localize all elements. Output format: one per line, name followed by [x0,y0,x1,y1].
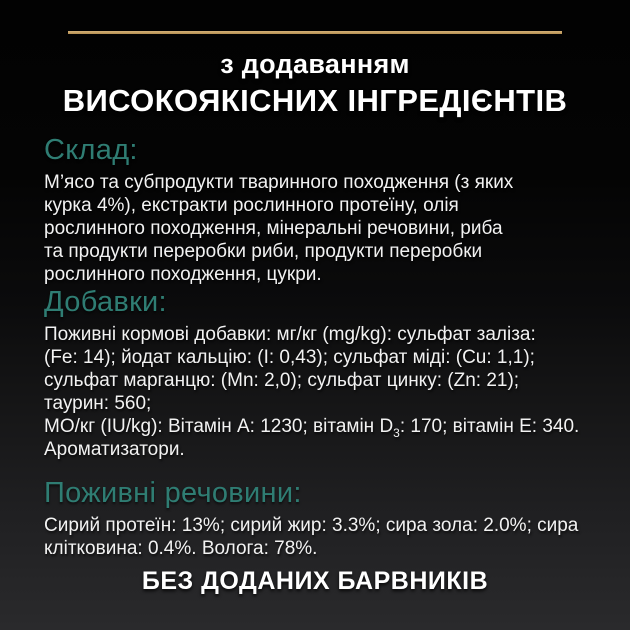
vitamin-line-prefix: МО/кг (IU/kg): Вітамін A: 1230; вітамін D [44,416,394,437]
composition-heading: Склад: [44,134,138,166]
additives-line: таурин: 560; [44,393,152,414]
composition-section [44,134,600,286]
composition-line: рослинного походження, цукри. [44,264,322,285]
additives-section [44,286,600,461]
gold-divider-rule [68,31,562,34]
additives-vitamin-line [44,415,600,438]
header-subtitle: з додаванням [220,49,410,79]
no-colorants-claim: БЕЗ ДОДАНИХ БАРВНИКІВ [141,567,489,595]
header-title: ВИСОКОЯКІСНИХ ІНГРЕДІЄНТІВ [62,83,568,118]
composition-line: рослинного походження, мінеральні речовини, риба [44,218,503,239]
nutrients-line: Сирий протеїн: 13%; сирий жир: 3.3%; сира зола: 2.0%; сира [44,515,579,536]
composition-line: курка 4%), екстракти рослинного протеїну, олія [44,195,459,216]
vitamin-line-suffix: : 170; вітамін E: 340. [399,416,580,437]
additives-line: Ароматизатори. [44,439,185,460]
composition-line: М’ясо та субпродукти тваринного походження (з яких [44,172,514,193]
nutrients-line: клітковина: 0.4%. Волога: 78%. [44,538,318,559]
nutrients-section [44,477,600,560]
vitamin-d-subscript: 3 [393,425,400,440]
additives-heading: Добавки: [44,286,167,318]
nutrients-heading: Поживні речовини: [44,477,302,509]
additives-line: Поживні кормові добавки: мг/кг (mg/kg): сульфат заліза: [44,324,536,345]
additives-line: (Fe: 14); йодат кальцію: (I: 0,43); сульфат міді: (Cu: 1,1); [44,347,535,368]
composition-line: та продукти переробки риби, продукти переробки [44,241,483,262]
additives-line: сульфат марганцю: (Mn: 2,0); сульфат цинку: (Zn: 21); [44,370,520,391]
